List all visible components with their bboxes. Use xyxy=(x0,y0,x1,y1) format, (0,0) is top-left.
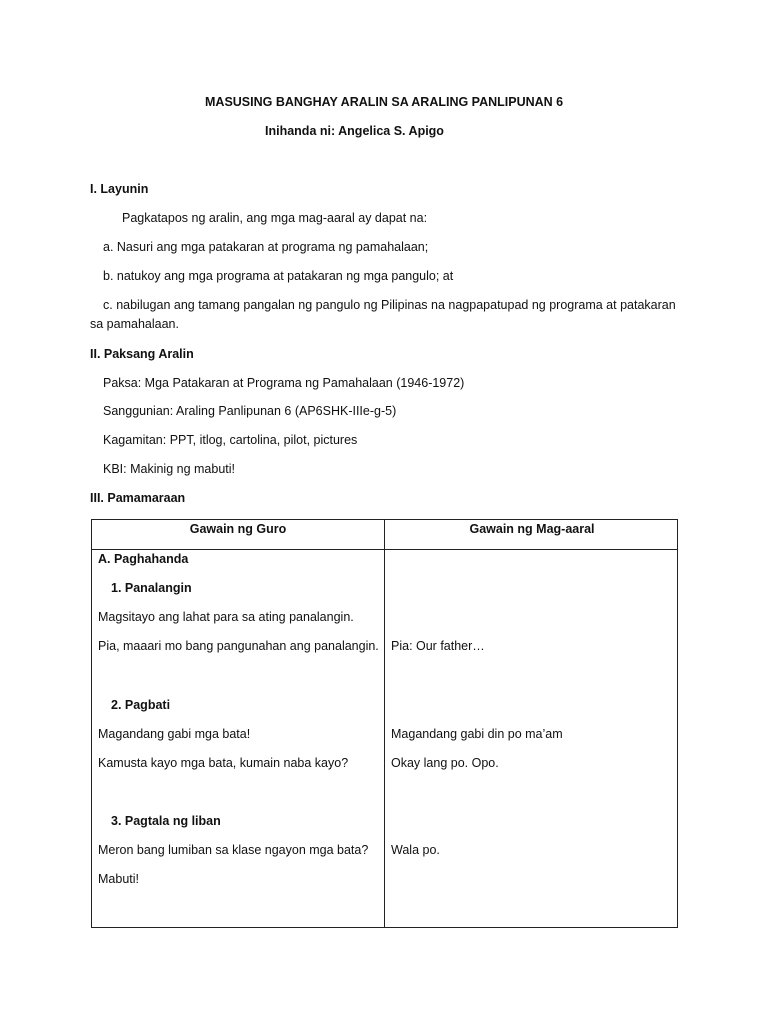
objective-c: c. nabilugan ang tamang pangalan ng pangulo ng Pilipinas na nagpapatupad ng programa at patakaran xyxy=(103,298,676,312)
section-heading-layunin: I. Layunin xyxy=(90,182,149,196)
section-heading-paksang-aralin: II. Paksang Aralin xyxy=(90,347,194,361)
guro-line: Magandang gabi mga bata! xyxy=(98,727,251,741)
table-header-mag-aaral: Gawain ng Mag-aaral xyxy=(469,522,595,536)
kagamitan-line: Kagamitan: PPT, itlog, cartolina, pilot, pictures xyxy=(103,433,358,447)
document-title: MASUSING BANGHAY ARALIN SA ARALING PANLIPUNAN 6 xyxy=(205,95,564,109)
section-heading-pamamaraan: III. Pamamaraan xyxy=(90,491,186,505)
document-author: Inihanda ni: Angelica S. Apigo xyxy=(265,124,444,138)
pagtala-ng-liban-heading: 3. Pagtala ng liban xyxy=(111,814,221,828)
objective-b: b. natukoy ang mga programa at patakaran ng mga pangulo; at xyxy=(103,269,454,283)
guro-line: Mabuti! xyxy=(98,872,139,886)
pagbati-heading: 2. Pagbati xyxy=(111,698,171,712)
paksa-line: Paksa: Mga Patakaran at Programa ng Pamahalaan (1946-1972) xyxy=(103,376,465,390)
kbi-line: KBI: Makinig ng mabuti! xyxy=(103,462,236,476)
table-header-divider xyxy=(92,549,677,550)
sanggunian-line: Sanggunian: Araling Panlipunan 6 (AP6SHK-IIIe-g-5) xyxy=(103,404,397,418)
lesson-table xyxy=(91,519,678,928)
mag-aaral-line: Pia: Our father… xyxy=(391,639,485,653)
mag-aaral-line: Okay lang po. Opo. xyxy=(391,756,499,770)
guro-line: Magsitayo ang lahat para sa ating panalangin. xyxy=(98,610,354,624)
panalangin-heading: 1. Panalangin xyxy=(111,581,192,595)
table-column-divider xyxy=(384,520,385,927)
layunin-intro: Pagkatapos ng aralin, ang mga mag-aaral ay dapat na: xyxy=(122,211,428,225)
table-header-guro: Gawain ng Guro xyxy=(189,522,287,536)
guro-line: Pia, maaari mo bang pangunahan ang panalangin. xyxy=(98,639,379,653)
objective-c-continuation: sa pamahalaan. xyxy=(90,317,179,331)
guro-line: Kamusta kayo mga bata, kumain naba kayo? xyxy=(98,756,349,770)
objective-a: a. Nasuri ang mga patakaran at programa ng pamahalaan; xyxy=(103,240,429,254)
guro-line: Meron bang lumiban sa klase ngayon mga bata? xyxy=(98,843,369,857)
mag-aaral-line: Wala po. xyxy=(391,843,440,857)
paghahanda-heading: A. Paghahanda xyxy=(98,552,189,566)
mag-aaral-line: Magandang gabi din po ma’am xyxy=(391,727,563,741)
